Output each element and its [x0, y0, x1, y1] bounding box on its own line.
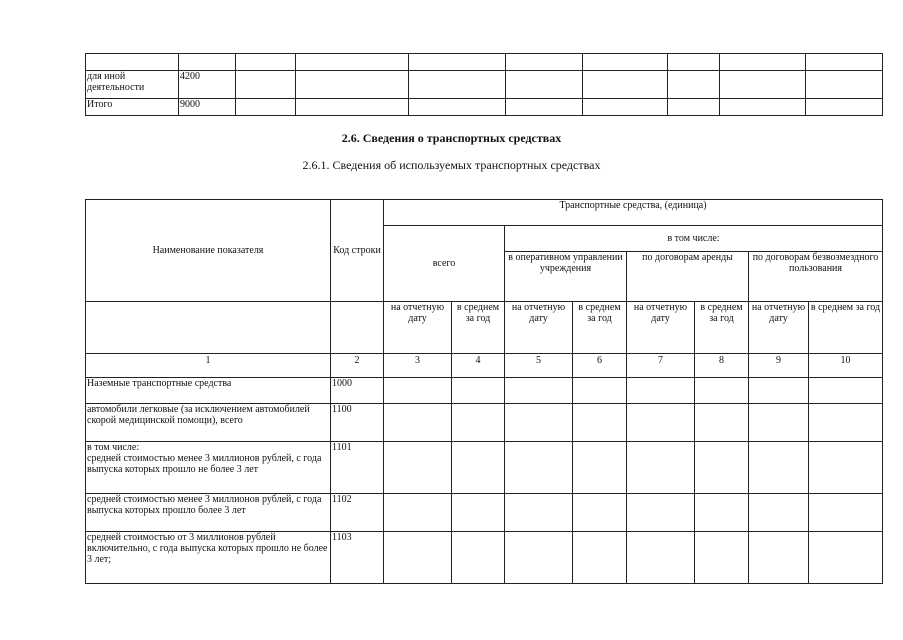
table-row [86, 532, 883, 584]
previous-table [85, 53, 883, 116]
column-number: 10 [809, 354, 883, 378]
header-avg-year: в среднем за год [573, 302, 627, 354]
section-subtitle: 2.6.1. Сведения об используемых транспортных средствах [302, 158, 601, 172]
header-operative: в оперативном управлении учреждения [505, 252, 627, 302]
column-number: 5 [505, 354, 573, 378]
header-rent: по договорам аренды [627, 252, 749, 302]
row-label: для иной деятельности [86, 71, 179, 99]
header-code: Код строки [331, 200, 384, 302]
row-code [179, 54, 236, 71]
table-row [86, 442, 883, 494]
row-label: автомобили легковые (за исключением автомобилей скорой медицинской помощи), всего [86, 404, 331, 442]
column-number: 8 [695, 354, 749, 378]
header-at-date: на отчетную дату [627, 302, 695, 354]
row-label: в том числе: средней стоимостью менее 3 миллионов рублей, с года выпуска которых прошло не более 3 лет [86, 442, 331, 494]
header-name: Наименование показателя [86, 200, 331, 302]
column-numbers-row [86, 354, 883, 378]
row-code: 1000 [331, 378, 384, 404]
row-code: 1100 [331, 404, 384, 442]
table-row [86, 54, 883, 71]
header-group: Транспортные средства, (единица) [384, 200, 883, 226]
header-at-date: на отчетную дату [749, 302, 809, 354]
table-row [86, 378, 883, 404]
header-total: всего [384, 226, 505, 302]
table-row [86, 99, 883, 116]
column-number: 1 [86, 354, 331, 378]
column-number: 4 [452, 354, 505, 378]
table-row [86, 404, 883, 442]
transport-table [85, 199, 883, 584]
row-code: 1103 [331, 532, 384, 584]
header-avg-year: в среднем за год [452, 302, 505, 354]
row-label [86, 54, 179, 71]
section-title: 2.6. Сведения о транспортных средствах [341, 131, 562, 145]
column-number: 7 [627, 354, 695, 378]
table-row [86, 71, 883, 99]
header-at-date: на отчетную дату [505, 302, 573, 354]
row-label: Итого [86, 99, 179, 116]
header-at-date: на отчетную дату [384, 302, 452, 354]
row-code: 4200 [179, 71, 236, 99]
header-avg-year: в среднем за год [809, 302, 883, 354]
column-number: 9 [749, 354, 809, 378]
row-label: средней стоимостью менее 3 миллионов рублей, с года выпуска которых прошло более 3 лет [86, 494, 331, 532]
header-avg-year: в среднем за год [695, 302, 749, 354]
header-free-use: по договорам безвозмездного пользования [749, 252, 883, 302]
row-code: 1102 [331, 494, 384, 532]
column-number: 3 [384, 354, 452, 378]
table-row [86, 494, 883, 532]
header-including: в том числе: [505, 226, 883, 252]
column-number: 2 [331, 354, 384, 378]
row-label: средней стоимостью от 3 миллионов рублей включительно, с года выпуска которых прошло не более 3 лет; [86, 532, 331, 584]
row-code: 1101 [331, 442, 384, 494]
column-number: 6 [573, 354, 627, 378]
row-code: 9000 [179, 99, 236, 116]
row-label: Наземные транспортные средства [86, 378, 331, 404]
